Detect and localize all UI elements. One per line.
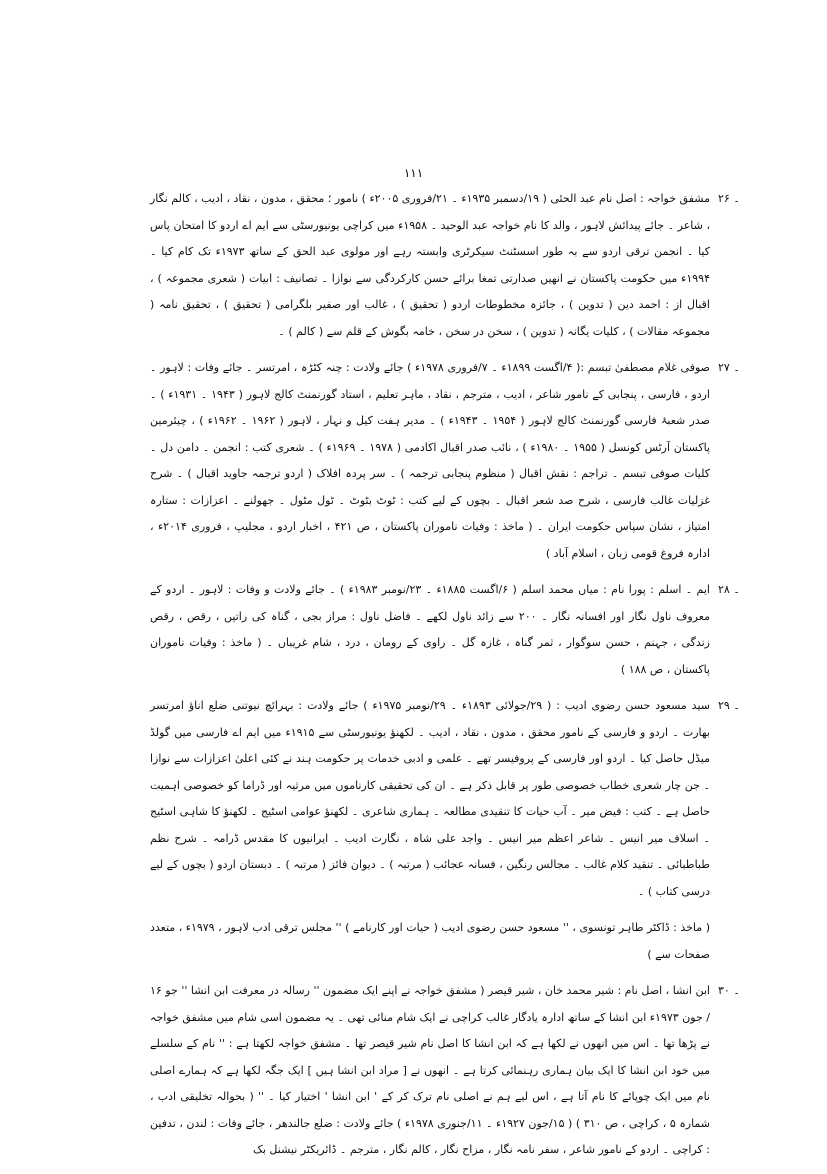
note-number: ۲۷ ۔ (718, 361, 740, 374)
note-entry (150, 978, 740, 1164)
page-number: ۱۱۱ (403, 166, 424, 180)
note-number: ۲۸ ۔ (718, 583, 740, 596)
note-entry (150, 577, 740, 683)
biographical-notes (150, 186, 740, 1174)
note-entry (150, 186, 740, 345)
note-number: ۲۹ ۔ (718, 699, 740, 712)
note-text: مشفق خواجہ : اصل نام عبد الحئی ( ۱۹/دسمبر ۱۹۳۵ء ۔ ۲۱/فروری ۲۰۰۵ء ) نامور ؛ محقق ، مدون ، نقاد ، ادیب ، کالم نگار ، شاعر ۔ جائے پیدائش لاہور ، والد کا نام خواجہ عبد الوحید ۔ ۱۹۵۸ء میں کراچی یونیورسٹی سے ایم اے اردو کا امتحان پاس کیا ۔ انجمن ترقی اردو سے بہ طور اسسٹنٹ سیکرٹری وابستہ رہے اور مولوی عبد الحق کے ساتھ ۱۹۷۳ء تک کام کیا ۔ ۱۹۹۴ء میں حکومت پاکستان نے انھیں صدارتی تمغا برائے حسن کارکردگی سے نوازا ۔ تصانیف : ابیات ( شعری مجموعہ ) ، اقبال از : احمد دین ( تدوین ) ، جائزہ مخطوطات اردو ( تحقیق ) ، غالب اور صفیر بلگرامی ( تحقیق ) ، تحقیق نامہ ( مجموعہ مقالات ) ، کلیات یگانہ ( تدوین ) ، سخن در سخن ، خامہ بگوش کے قلم سے ( کالم ) ۔ (150, 192, 710, 338)
note-entry (150, 693, 740, 905)
note-number: ۲۶ ۔ (718, 192, 740, 205)
note-text: ابن انشا ، اصل نام : شیر محمد خان ، شیر قیصر ( مشفق خواجہ نے اپنے ایک مضمون '' رسالہ در معرفت ابن انشا '' جو ۱۶ / جون ۱۹۷۳ء ابن انشا کے ساتھ ادارہ یادگار غالب کراچی نے ایک شام منائی تھی ۔ یہ مضمون اسی شام میں مشفق خواجہ نے پڑھا تھا ۔ اس میں انھوں نے لکھا ہے کہ ابن انشا کا اصل نام شیر قیصر تھا ۔ مشفق خواجہ لکھتا ہے : '' نام کے سلسلے میں خود ابن انشا کا ایک بیان ہماری رہنمائی کرتا ہے ۔ انھوں نے [ مراد ابن انشا ہیں ] ایک جگہ لکھا ہے کہ ہمارے اصلی نام میں ایک چوپائے کا نام آتا ہے ، اس لیے ہم نے اصلی نام ترک کر کے ' ابن انشا ' اختیار کیا ۔ '' ( بحوالہ تخلیقی ادب ، شمارہ ۵ ، کراچی ، ص ۳۱۰ ) ( ۱۵/جون ۱۹۲۷ء ۔ ۱۱/جنوری ۱۹۷۸ء ) جائے ولادت : ضلع جالندھر ، جائے وفات : لندن ، تدفین : کراچی ۔ اردو کے نامور شاعر ، سفر نامہ نگار ، مزاح نگار ، کالم نگار ، مترجم ۔ ڈائریکٹر نیشنل بک (150, 984, 711, 1156)
note-text: سید مسعود حسن رضوی ادیب : ( ۲۹/جولائی ۱۸۹۳ء ۔ ۲۹/نومبر ۱۹۷۵ء ) جائے ولادت : بہرائچ نیوتنی ضلع اناؤ امرتسر بھارت ۔ اردو و فارسی کے نامور محقق ، مدون ، نقاد ، ادیب ۔ لکھنؤ یونیورسٹی سے ۱۹۱۵ء میں ایم اے فارسی میں گولڈ میڈل حاصل کیا ۔ اردو اور فارسی کے پروفیسر تھے ۔ علمی و ادبی خدمات پر حکومت ہند نے کئی اعلیٰ اعزازات سے نوازا ۔ جن چار شعری خطاب خصوصی طور پر قابل ذکر ہے ۔ ان کی تحقیقی کارناموں میں مرثیہ اور ڈراما کو خصوصی اہمیت حاصل ہے ۔ کتب : فیض میر ۔ آب حیات کا تنقیدی مطالعہ ۔ ہماری شاعری ۔ لکھنؤ عوامی اسٹیج ۔ لکھنؤ کا شاہی اسٹیج ۔ اسلاف میر انیس ۔ شاعر اعظم میر انیس ۔ واجد علی شاہ ، نگارت ادیب ۔ ایرانیوں کا مقدس ڈرامہ ۔ شرح نظم طباطبائی ۔ تنقید کلام غالب ۔ مجالس رنگین ، فسانہ عجائب ( مرتبہ ) ۔ دیوان فائز ( مرتبہ ) ۔ دبستان اردو ( بچوں کے لیے درسی کتاب ) ۔ (150, 699, 710, 898)
note-text: صوفی غلام مصطفیٰ تبسم :( ۴/اگست ۱۸۹۹ء ۔ ۷/فروری ۱۹۷۸ء ) جائے ولادت : چنہ کٹڑہ ، امرتسر ۔ جائے وفات : لاہور ۔ اردو ، فارسی ، پنجابی کے نامور شاعر ، ادیب ، مترجم ، نقاد ، ماہر تعلیم ، استاد گورنمنٹ کالج لاہور ( ۱۹۴۳ ۔ ۱۹۳۱ء ) ۔ صدر شعبۂ فارسی گورنمنٹ کالج لاہور ( ۱۹۵۴ ۔ ۱۹۴۳ء ) ۔ مدیر ہفت کیل و نہار ، لاہور ( ۱۹۶۲ ۔ ۱۹۶۲ء ) ، چیئرمین پاکستان آرٹس کونسل ( ۱۹۵۵ ۔ ۱۹۸۰ء ) ، نائب صدر اقبال اکادمی ( ۱۹۷۸ ۔ ۱۹۶۹ء ) ۔ شعری کتب : انجمن ۔ دامن دل ۔ کلیات صوفی تبسم ۔ تراجم : نقش اقبال ( منظوم پنجابی ترجمہ ) ۔ سر پردہ افلاک ( اردو ترجمہ جاوید اقبال ) ۔ شرح غزلیات غالب فارسی ، شرح صد شعر اقبال ۔ بچوں کے لیے کتب : ٹوٹ بٹوٹ ۔ ٹول مٹول ۔ جھولنے ۔ اعزازات : ستارہ امتیاز ، نشان سپاس حکومت ایران ۔ ( ماخذ : وفیات ناموران پاکستان ، ص ۴۲۱ ، اخبار اردو ، مجلیپ ، فروری ۲۰۱۴ء ، ادارہ فروغ قومی زبان ، اسلام آباد ) (150, 361, 711, 560)
note-entry (150, 355, 740, 567)
note-text: ایم ۔ اسلم : پورا نام : میاں محمد اسلم ( ۶/اگست ۱۸۸۵ء ۔ ۲۳/نومبر ۱۹۸۳ء ) ۔ جائے ولادت و وفات : لاہور ۔ اردو کے معروف ناول نگار اور افسانہ نگار ۔ ۲۰۰ سے زائد ناول لکھے ۔ فاضل ناول : مراز بجی ، گناہ کی راتیں ، رقص ، رقص زندگی ، جہنم ، حسن سوگوار ، ثمر گناہ ، غازہ گل ۔ راوی کے رومان ، درد ، شام غریباں ۔ ( ماخذ : وفیات ناموران پاکستان ، ص ۱۸۸ ) (150, 583, 710, 676)
source-note (150, 915, 710, 968)
source-text: ( ماخذ : ڈاکٹر طاہر تونسوی ، '' مسعود حسن رضوی ادیب ( حیات اور کارنامے ) '' مجلس ترقی ادب لاہور ، ۱۹۷۹ء ، متعدد صفحات سے ) (150, 921, 710, 961)
note-number: ۳۰ ۔ (718, 984, 740, 997)
